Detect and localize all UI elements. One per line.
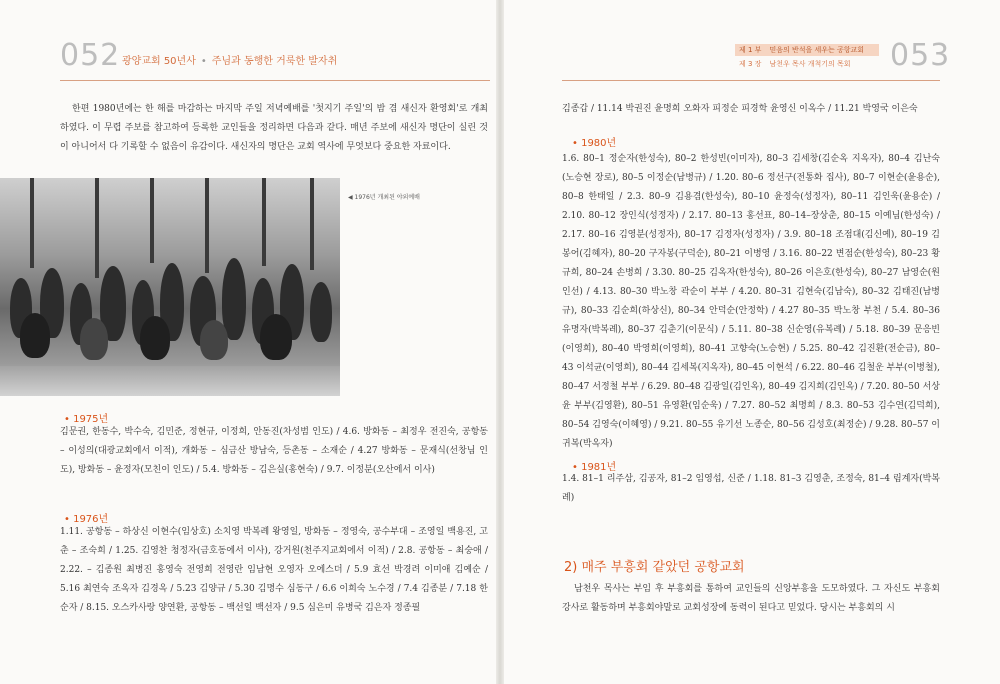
page-gutter — [496, 0, 504, 684]
chapter-label: 제 3 장 — [739, 60, 762, 68]
photo-caption: ◀ 1976년 개최된 야외예배 — [348, 192, 420, 201]
group-of-people — [0, 258, 340, 368]
section-heading: 2) 매주 부흥회 같았던 공항교회 — [564, 560, 745, 575]
part-label: 제 1 부 — [739, 46, 762, 54]
newcomer-list-1980: 1.6. 80–1 정순자(한성숙), 80–2 한성빈(이미자), 80–3 김세창(김순옥 지옥자), 80–4 김난숙(노승현 장로), 80–5 이정순(남병규) / 1.20. 80–6 정선구(전통화 집사), 80–7 이현순(윤용순), 80–8 한태일 / 2.3. 80–9 김용겸(한성숙), 80–10 윤정숙(성정자), 80–11 김인욱(윤용순) / 2.10. 80–12 장인식(성정자) / 2.17. 80–13 홍선표, 80–14–장상춘, 80–15 이예님(한성숙) / 2.17. 80–16 김영분(성정자), 80–17 김정자(성정자) / 3.9. 80–18 조점대(김신예), 80–19 김봉어(김혜자), 80–20 구자봉(구덕순), 80–21 이병영 / 3.16. 80–22 변점순(한성숙), 80–23 황규희, 80–24 손병희 / 3.30. 80–25 김옥자(한성숙), 80–26 이은호(한성숙), 80–27 남영순(원인선) / 4.13. 80–30 박노창 곽순이 부부 / 4.20. 80–31 김현숙(김남숙), 80–32 김태진(남병규), 80–33 김순희(하상신), 80–34 안덕순(안정학) / 4.27 80–35 박노창 부천 / 5.4. 80–36 유명자(박복례), 80–37 김춘기(이문식) / 5.11. 80–38 신순영(유복례) / 5.18. 80–39 문응빈(이영희), 80–40 박영희(이영희), 80–41 고향숙(노승현) / 5.25. 80–42 김진환(전순금), 80–43 이석균(이영희), 80–44 김세복(지옥자), 80–45 이현석 / 6.22. 80–46 김철운 부부(이병철), 80–47 서정철 부부 / 6.29. 80–48 김광일(김인옥), 80–49 김지희(김인옥) / 7.20. 80–50 서상윤 부부(김영환), 80–51 유영환(임순욱) / 7.27. 80–52 최명희 / 8.3. 80–53 김수연(김덕희), 80–54 김영숙(이혜영) / 9.21. 80–55 유기선 노종순, 80–56 김성호(최정순) / 9.28. 80–57 이귀복(박옥자) — [562, 154, 940, 449]
year-heading-1981: • 1981년 — [572, 458, 616, 473]
chapter-header — [735, 58, 879, 70]
year-heading-1980: • 1980년 — [572, 134, 616, 149]
header-separator: • — [200, 56, 207, 67]
newcomer-list-1975: 김문권, 한동수, 박수숙, 김민준, 정현규, 이정희, 안동진(차성범 인도) / 4.6. 방화동 – 최정우 전진숙, 공항동 – 이성의(대광교회에서 이적), 개화동 – 심금산 방남숙, 등촌동 – 소재순 / 4.27 방화동 – 문재식(선창님 인도), 방화동 – 윤정자(모친이 인도) / 5.4. 방화동 – 김은실(홍현숙) / 9.7. 이정분(오산에서 이사) — [60, 427, 488, 475]
running-subtitle: 주님과 동행한 거룩한 발자취 — [211, 56, 338, 67]
part-header — [735, 44, 879, 56]
newcomer-list-1981: 1.4. 81–1 리주삼, 김공자, 81–2 임영섭, 신준 / 1.18. 81–3 김영춘, 조정숙, 81–4 림계자(박복례) — [562, 474, 940, 503]
section-paragraph: 남천우 목사는 부임 후 부흥회를 통하여 교인들의 신앙부흥을 도모하였다. 그 자신도 부흥회 강사로 활동하며 부흥회야말로 교회성장에 동력이 된다고 믿었다. 당시는 부흥회의 시 — [562, 584, 940, 613]
running-title: 광양교회 50년사 — [122, 56, 196, 67]
left-header-rule — [60, 80, 490, 81]
chapter-title: 남천우 목사 개척기의 목회 — [769, 60, 851, 68]
newcomer-list-continued: 김종갑 / 11.14 박권진 윤명희 오화자 피정순 피경학 윤영신 이옥수 / 11.21 박영국 이은숙 — [562, 104, 918, 114]
outdoor-worship-photo — [0, 178, 340, 396]
year-heading-1975: • 1975년 — [64, 410, 108, 425]
newcomer-list-1976: 1.11. 공항동 – 하상신 이현수(임상호) 소치영 박복례 왕영일, 방화동 – 정영숙, 공수부대 – 조영일 백용진, 고춘 – 조숙희 / 1.25. 김영찬 청정자(금호동에서 이사), 강거원(천주지교회에서 이적) / 2.8. 공항동 – 최숭애 / 2.22. – 김종원 최병진 홍영숙 전영희 전영란 임남현 오영자 오에스더 / 5.9 효선 박경려 이미애 김예순 / 5.16 최연숙 조옥자 김경옥 / 5.23 김양규 / 5.30 김명수 심동구 / 6.6 이희숙 노수경 / 7.4 김종분 / 7.18 한순자 / 8.15. 오스카사랑 양연환, 공항동 – 백선일 백선자 / 9.5 심은미 유병국 김은자 정종필 — [60, 527, 488, 613]
intro-paragraph: 한편 1980년에는 한 해를 마감하는 마지막 주일 저녁예배를 '첫지기 주일'의 밤 겸 새신자 환영회'로 개최하였다. 이 무렵 주보를 참고하여 등록한 교인들을 정리하면 다음과 같다. 매년 주보에 새신자 명단이 실린 것이 아니어서 다 기록할 수 없음이 유감이다. 새신자의 명단은 교회 역사에 무엇보다 중요한 자료이다. — [60, 104, 488, 152]
year-heading-1976: • 1976년 — [64, 510, 108, 525]
left-page-number: 052 — [60, 38, 121, 73]
left-running-header — [122, 52, 337, 67]
part-title: 믿음의 반석을 세우는 공항교회 — [769, 46, 865, 54]
right-page-number: 053 — [890, 38, 951, 73]
grass-ground — [0, 366, 340, 396]
right-header-rule — [562, 80, 940, 81]
